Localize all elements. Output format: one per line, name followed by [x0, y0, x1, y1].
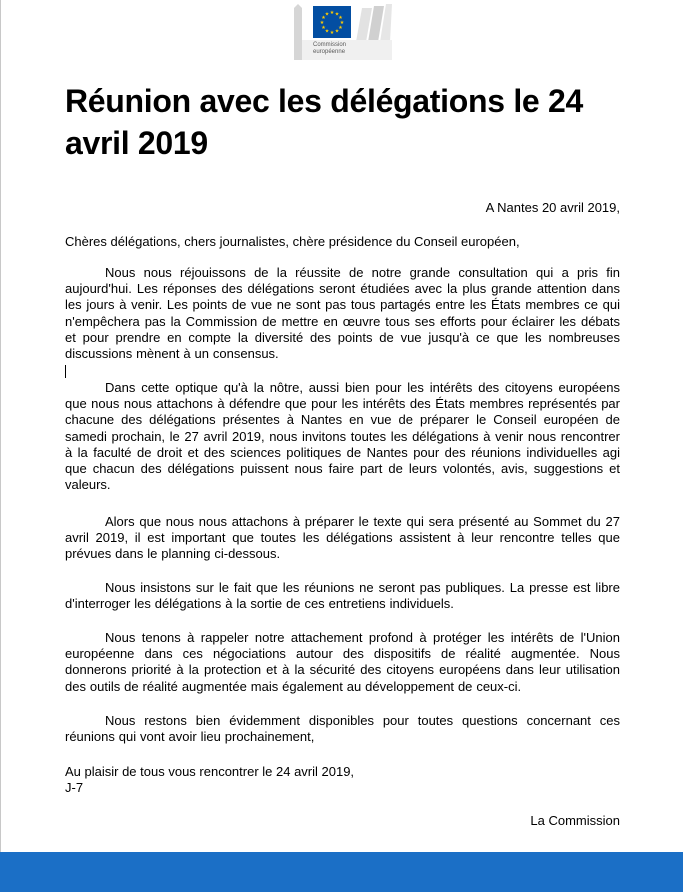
paragraph-6: Nous restons bien évidemment disponibles pour toutes questions concernant ces réunions qui vont avoir lieu prochainement,: [65, 713, 620, 745]
paragraph-3: Alors que nous nous attachons à préparer le texte qui sera présenté au Sommet du 27 avril 2019, il est important que toutes les délégations assistent à leur rencontre telles que prévues dans le planning ci-dessous.: [65, 514, 620, 562]
salutation: Chères délégations, chers journalistes, chère présidence du Conseil européen,: [65, 234, 520, 249]
text-cursor: [65, 365, 66, 378]
logo-label: [313, 42, 373, 56]
svg-text:★: ★: [329, 30, 335, 36]
logo-label-line2: européenne: [313, 49, 346, 55]
closing: [65, 764, 354, 796]
signature: La Commission: [530, 813, 620, 828]
svg-text:★: ★: [338, 15, 343, 21]
paragraph-1: Nous nous réjouissons de la réussite de notre grande consultation qui a pris fin aujourd'hui. Les réponses des délégations seront étudiées avec la plus grande attention dans les jours à venir. Les points de vue ne sont pas tous partagés entre les États membres ce qui n'empêchera pas la Commission de mettre en œuvre tous ses efforts pour éclairer les débats et pour prendre en compte la diversité des points de vue jusqu'à ce que les nombreuses discussions mènent à un consensus.: [65, 265, 620, 362]
svg-text:★: ★: [339, 20, 345, 26]
svg-text:★: ★: [324, 28, 330, 35]
svg-text:★: ★: [324, 11, 330, 18]
svg-text:★: ★: [338, 25, 343, 31]
svg-text:★: ★: [319, 20, 325, 26]
paragraph-4: Nous insistons sur le fait que les réunions ne seront pas publiques. La presse est libre d'interroger les délégations à la sortie de ces entretiens individuels.: [65, 580, 620, 612]
page-left-border: [0, 0, 1, 852]
countdown-label: J-7: [65, 780, 84, 796]
svg-text:★: ★: [321, 15, 326, 21]
svg-text:★: ★: [321, 25, 326, 31]
closing-line: Au plaisir de tous vous rencontrer le 24 avril 2019,: [65, 764, 355, 779]
svg-text:★: ★: [329, 10, 335, 16]
document-title: Réunion avec les délégations le 24 avril 2019: [65, 83, 584, 161]
place-date: A Nantes 20 avril 2019,: [485, 200, 620, 215]
paragraph-5: Nous tenons à rappeler notre attachement profond à protéger les intérêts de l'Union européenne dans ces négociations autour des dispositifs de réalité augmentée. Nous donnerons priorité à la protection et à la sécurité des citoyens européens dans leur utilisation des outils de réalité augmentée mais également au développement de ceux-ci.: [65, 630, 620, 694]
svg-text:★: ★: [334, 11, 340, 18]
paragraph-2: Dans cette optique qu'à la nôtre, aussi bien pour les intérêts des citoyens européens que nous nous attachons à défendre que pour les intérêts des États membres représentés par chacune des délégations présentes à Nantes en vue de préparer le Conseil européen de samedi prochain, le 27 avril 2019, nous invitons toutes les délégations à venir nous rencontrer à la faculté de droit et des sciences politiques de Nantes pour des réunions individuelles agi que chacun des délégations puissent nous faire part de leurs volontés, avis, suggestions et valeurs.: [65, 380, 620, 493]
logo-label-line1: Commission: [313, 42, 347, 48]
svg-text:★: ★: [334, 28, 340, 35]
footer-bar: [0, 852, 683, 892]
